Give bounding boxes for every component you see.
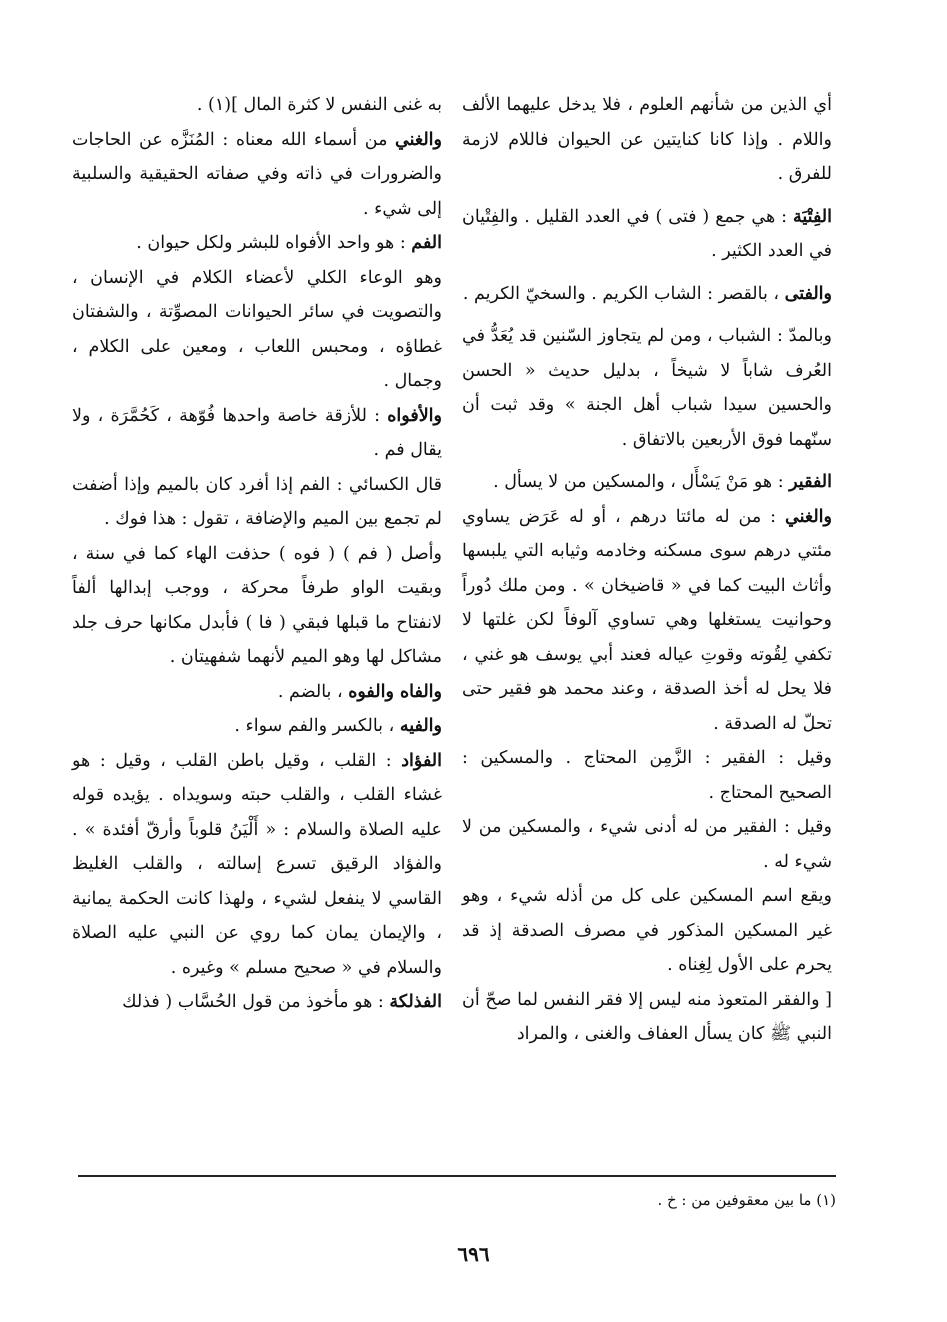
paragraph-text: ، بالكسر والفم سواء . — [234, 716, 400, 736]
paragraph — [462, 200, 832, 269]
paragraph — [72, 468, 442, 537]
headword: والفيه — [399, 716, 442, 736]
paragraph-text: ، بالقصر : الشاب الكريم . والسخيّ الكريم . — [462, 283, 785, 304]
paragraph-text: وقيل : الفقير من له أدنى شيء ، والمسكين من لا شيء له . — [462, 817, 832, 872]
paragraph-text: وقيل : الفقير : الزَّمِن المحتاج . والمسكين : الصحيح المحتاج . — [462, 748, 832, 803]
paragraph — [72, 261, 442, 399]
headword: والأفواه — [387, 405, 442, 426]
paragraph — [462, 983, 832, 1052]
page-number: ٦٩٦ — [457, 1242, 490, 1266]
paragraph-text: وأصل ( فم ) ( فوه ) حذفت الهاء كما في سنة ، وبقيت الواو طرفاً محركة ، ووجب إبدالها ألفاً لانفتاح ما قبلها فبقي ( فا ) فأبدل مكانها حرف جلد مشاكل لها وهو الميم لأنهما شفهيتان . — [72, 543, 442, 667]
paragraph — [462, 277, 832, 312]
paragraph-text: أي الذين من شأنهم العلوم ، فلا يدخل عليهما الألف واللام . وإذا كانا كنايتين عن الحيوان فاللام لازمة للفرق . — [462, 95, 832, 184]
headword: الفذلكة — [389, 992, 442, 1012]
paragraph-text: : هو مَنْ يَسْأَل ، والمسكين من لا يسأل . — [493, 472, 790, 492]
paragraph-text: ، بالضم . — [277, 681, 349, 702]
paragraph — [72, 399, 442, 468]
paragraph — [72, 709, 442, 744]
paragraph — [462, 810, 832, 879]
paragraph-text: قال الكسائي : الفم إذا أفرد كان بالميم وإذا أضفت لم تجمع بين الميم والإضافة ، تقول : هذا فوك . — [72, 474, 442, 529]
headword: والفتى — [784, 283, 832, 304]
paragraph — [462, 741, 832, 810]
paragraph-text: : هو واحد الأفواه للبشر ولكل حيوان . — [136, 233, 412, 253]
paragraph — [462, 500, 832, 742]
right-column — [462, 88, 832, 1052]
paragraph — [72, 123, 442, 227]
left-column — [72, 88, 442, 1020]
paragraph — [72, 744, 442, 986]
headword: والغني — [395, 129, 442, 150]
headword: الفؤاد — [401, 750, 442, 771]
paragraph-text: : القلب ، وقيل باطن القلب ، وقيل : هو غشاء القلب ، والقلب حبته وسويداه . يؤيده قوله عليه الصلاة والسلام : « أَلْيَنُ قلوباً وأرقّ أفئدة » . والفؤاد الرقيق تسرع إسالته ، والقلب الغليظ القاسي لا ينفعل لشيء ، ولهذا كانت الحكمة يمانية ، والإيمان يمان كما روي عن النبي عليه الصلاة والسلام في « صحيح مسلم » وغيره . — [72, 750, 442, 978]
paragraph-text: وبالمدّ : الشباب ، ومن لم يتجاوز السّنين قد يُعَدُّ في العُرف شاباً لا شيخاً ، بدليل حديث « الحسن والحسين سيدا شباب أهل الجنة » وقد ثبت أن سنّهما فوق الأربعين بالاتفاق . — [462, 326, 832, 450]
paragraph — [72, 88, 442, 123]
footnote-divider — [78, 1175, 836, 1177]
paragraph-text: من أسماء الله معناه : المُنَزَّه عن الحاجات والضرورات في ذاته وفي صفاته الحقيقية والسلبية إلى شيء . — [72, 129, 442, 219]
paragraph-text: : هي جمع ( فتى ) في العدد القليل . والفِتْيان في العدد الكثير . — [462, 206, 832, 261]
paragraph — [462, 879, 832, 983]
paragraph-text: : هو مأخوذ من قول الحُسَّاب ( فذلك — [122, 992, 390, 1012]
paragraph — [72, 226, 442, 261]
paragraph-text: : للأزقة خاصة واحدها فُوّهة ، كَحُمَّرَة ، ولا يقال فم . — [72, 405, 442, 460]
headword: الفِتْيَة — [793, 206, 832, 227]
paragraph-text: به غنى النفس لا كثرة المال ](١) . — [196, 95, 442, 115]
headword: والفاه والفوه — [348, 681, 442, 702]
footnote: (١) ما بين معقوفين من : خ . — [657, 1191, 836, 1209]
paragraph-text: ويقع اسم المسكين على كل من أذله شيء ، وهو غير المسكين المذكور في مصرف الصدقة إذ قد يحرم على الأول لِغِناه . — [462, 886, 832, 975]
paragraph — [72, 537, 442, 675]
paragraph — [462, 88, 832, 192]
headword: الفم — [411, 233, 442, 253]
paragraph — [462, 465, 832, 500]
headword: الفقير — [789, 472, 832, 492]
paragraph — [72, 985, 442, 1020]
paragraph — [72, 675, 442, 710]
paragraph-text: وهو الوعاء الكلي لأعضاء الكلام في الإنسان ، والتصويت في سائر الحيوانات المصوِّتة ، والشفتان غطاؤه ، ومحبس اللعاب ، ومعين على الكلام ، وجمال . — [72, 267, 442, 391]
paragraph-text: : من له مائتا درهم ، أو له عَرَض يساوي مئتي درهم سوى مسكنه وخادمه وثيابه التي يلبسها وأثاث البيت كما في « قاضيخان » . ومن ملك دُوراً وحوانيت يستغلها وهي تساوي آلوفاً لكن غلتها لا تكفي لِقُوته وقوتِ عياله فعند أبي يوسف هو غني ، فلا يحل له أخذ الصدقة ، وعند محمد هو فقير حتى تحلّ له الصدقة . — [462, 506, 832, 734]
headword: والغني — [785, 506, 832, 527]
paragraph-text: [ والفقر المتعوذ منه ليس إلا فقر النفس لما صحّ أن النبي ﷺ كان يسأل العفاف والغنى ، والمراد — [462, 989, 832, 1044]
paragraph — [462, 319, 832, 457]
